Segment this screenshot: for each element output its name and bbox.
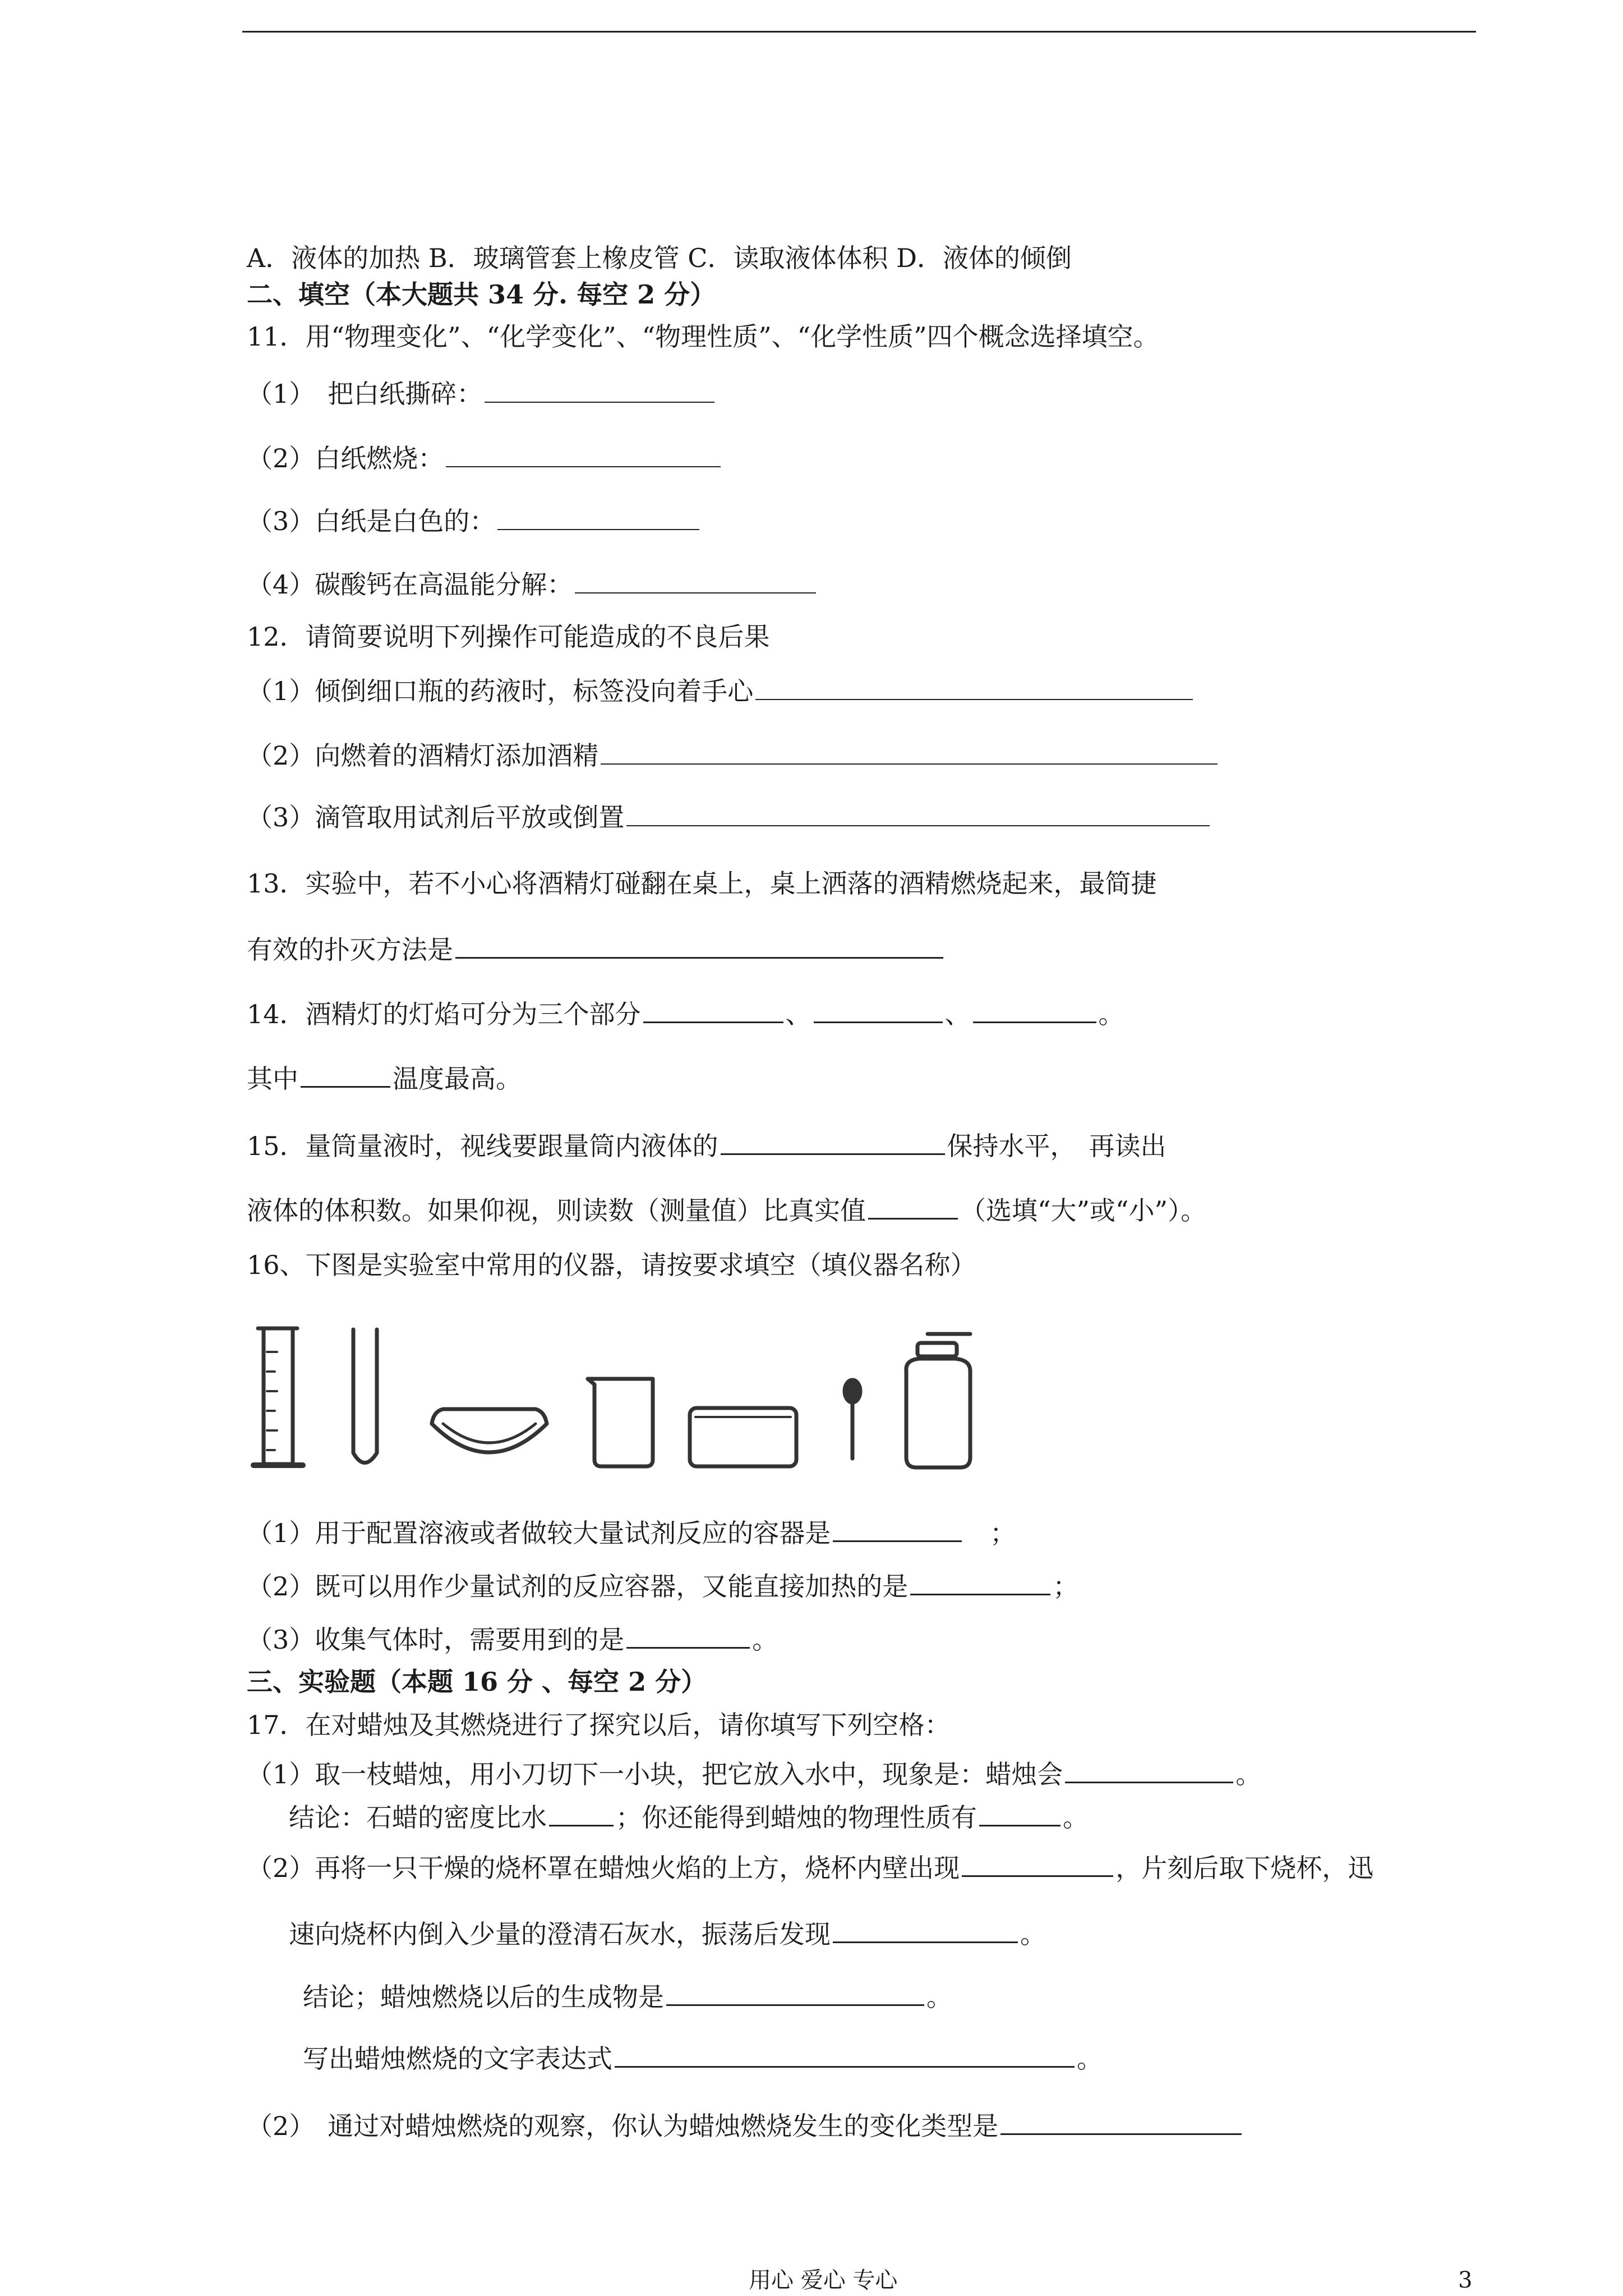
gas-collecting-bottle-icon: [906, 1334, 970, 1467]
section2-heading: 二、填空（本大题共 34 分. 每空 2 分）: [247, 279, 716, 310]
q12-stem: 12．请简要说明下列操作可能造成的不良后果: [247, 622, 770, 652]
q17-part3-text: （2） 通过对蜡烛燃烧的观察，你认为蜡烛燃烧发生的变化类型是: [247, 2111, 999, 2141]
q12-item-1: [247, 673, 1195, 708]
q14-line2-suffix: 温度最高。: [393, 1064, 522, 1094]
trough-icon: [690, 1408, 796, 1466]
q11-item-4: [247, 567, 818, 601]
answer-blank-12-3[interactable]: [626, 799, 1210, 826]
answer-blank-17-3[interactable]: [979, 1799, 1061, 1826]
test-tube-icon: [353, 1329, 377, 1463]
answer-blank-14-1[interactable]: [643, 996, 783, 1023]
q14-sep1: 、: [785, 999, 811, 1029]
q15-line2-suffix: （选填“大”或“小”）。: [960, 1195, 1207, 1226]
answer-blank-12-2[interactable]: [601, 738, 1218, 765]
q11-item-3: [247, 503, 702, 538]
q17-part2-text: （2）再将一只干燥的烧杯罩在蜡烛火焰的上方，烧杯内壁出现: [247, 1853, 960, 1883]
q11-stem: 11．用“物理变化”、“化学变化”、“物理性质”、“化学性质”四个概念选择填空。: [247, 321, 1159, 352]
q14-line2: [247, 1060, 522, 1096]
q16-item-3: [247, 1621, 778, 1657]
q11-item-1: [247, 376, 717, 411]
q12-item-2-text: （2）向燃着的酒精灯添加酒精: [247, 740, 599, 771]
q16-item-2-text: （2）既可以用作少量试剂的反应容器，又能直接加热的是: [247, 1571, 909, 1602]
footer-motto: 用心 爱心 专心: [749, 2267, 898, 2293]
q15-line1: [247, 1128, 1166, 1163]
q16-stem: 16、下图是实验室中常用的仪器，请按要求填空（填仪器名称）: [247, 1250, 976, 1280]
q17-conclusion2-text: 结论；蜡烛燃烧以后的生成物是: [303, 1982, 664, 2012]
answer-blank-13[interactable]: [455, 931, 943, 959]
answer-blank-17-4[interactable]: [962, 1849, 1113, 1877]
lab-instruments-figure: [247, 1313, 1054, 1492]
q17-part1-text: （1）取一枝蜡烛，用小刀切下一小块，把它放入水中，现象是：蜡烛会: [247, 1759, 1063, 1789]
q16-item-2: [247, 1568, 1078, 1603]
q11-item-4-text: （4）碳酸钙在高温能分解：: [247, 569, 573, 600]
answer-blank-17-8[interactable]: [1000, 2108, 1242, 2135]
q17-part2-cont: [289, 1916, 1046, 1951]
q16-item-1: [247, 1515, 1016, 1550]
beaker-icon: [588, 1379, 653, 1466]
q17-part1: [247, 1756, 1261, 1791]
answer-blank-16-2[interactable]: [910, 1568, 1050, 1595]
header-rule: [242, 31, 1476, 33]
q12-item-1-text: （1）倾倒细口瓶的药液时，标签没向着手心: [247, 676, 754, 706]
q14-end: 。: [1098, 999, 1124, 1029]
q12-item-2: [247, 738, 1220, 772]
page-number: 3: [1458, 2267, 1473, 2293]
q17-part3: [247, 2108, 1244, 2143]
q10-options: A．液体的加热 B．玻璃管套上橡皮管 C．读取液体体积 D．液体的倾倒: [247, 243, 1072, 273]
q16-item-2-suffix: ；: [1053, 1571, 1079, 1602]
answer-blank-14-3[interactable]: [973, 996, 1096, 1023]
answer-blank-16-1[interactable]: [833, 1515, 962, 1542]
answer-blank-17-1[interactable]: [1065, 1756, 1233, 1783]
q13-line1: 13．实验中，若不小心将酒精灯碰翻在桌上，桌上洒落的酒精燃烧起来，最简捷: [247, 868, 1157, 899]
graduated-cylinder-icon: [253, 1328, 303, 1465]
q17-word-equation: [303, 2040, 1103, 2076]
answer-blank-17-5[interactable]: [833, 1916, 1018, 1943]
q15-line1-suffix: 保持水平， 再读出: [947, 1131, 1166, 1161]
q14-sep2: 、: [944, 999, 971, 1029]
q16-item-1-text: （1）用于配置溶液或者做较大量试剂反应的容器是: [247, 1518, 831, 1548]
q11-item-2: [247, 440, 723, 475]
answer-blank-11-4[interactable]: [575, 567, 816, 593]
q17-conclusion1-text: 结论：石蜡的密度比水: [289, 1802, 547, 1833]
answer-blank-11-1[interactable]: [485, 376, 714, 403]
answer-blank-15-1[interactable]: [721, 1128, 945, 1155]
q11-item-2-text: （2）白纸燃烧：: [247, 443, 444, 473]
answer-blank-16-3[interactable]: [626, 1621, 750, 1649]
q17-part2-cont-suffix: 。: [1020, 1919, 1046, 1949]
q12-item-3-text: （3）滴管取用试剂后平放或倒置: [247, 802, 625, 832]
answer-blank-14-4[interactable]: [301, 1060, 390, 1088]
q16-item-1-suffix: ；: [964, 1518, 1016, 1548]
q16-item-3-suffix: 。: [752, 1625, 778, 1655]
q14-line2-prefix: 其中: [247, 1064, 298, 1094]
q17-part2-suffix: ，片刻后取下烧杯，迅: [1115, 1853, 1374, 1883]
q13-line2-text: 有效的扑灭方法是: [247, 935, 453, 965]
q13-line2: [247, 931, 946, 967]
q16-item-3-text: （3）收集气体时，需要用到的是: [247, 1625, 625, 1655]
q17-stem: 17．在对蜡烛及其燃烧进行了探究以后，请你填写下列空格：: [247, 1710, 951, 1740]
q12-item-3: [247, 799, 1212, 834]
q17-part1-suffix: 。: [1235, 1759, 1262, 1789]
dropper-icon: [845, 1380, 860, 1458]
answer-blank-11-3[interactable]: [497, 503, 699, 530]
answer-blank-14-2[interactable]: [814, 996, 943, 1023]
answer-blank-15-2[interactable]: [868, 1192, 958, 1220]
q17-conclusion1-suffix: 。: [1063, 1802, 1089, 1833]
q17-conclusion1-mid: ；你还能得到蜡烛的物理性质有: [616, 1802, 977, 1833]
q15-line2-prefix: 液体的体积数。如果仰视，则读数（测量值）比真实值: [247, 1195, 866, 1226]
q17-conclusion1: [289, 1799, 1089, 1834]
section3-heading: 三、实验题（本题 16 分 、每空 2 分）: [247, 1667, 707, 1697]
q17-part2-cont-text: 速向烧杯内倒入少量的澄清石灰水，振荡后发现: [289, 1919, 831, 1949]
q11-item-1-text: （1） 把白纸撕碎：: [247, 379, 483, 409]
q15-line1-prefix: 15．量筒量液时，视线要跟量筒内液体的: [247, 1131, 718, 1161]
q14-line1: [247, 996, 1124, 1031]
evaporating-dish-icon: [432, 1409, 547, 1452]
q17-word-equation-text: 写出蜡烛燃烧的文字表达式: [303, 2044, 612, 2074]
q17-part2: [247, 1849, 1373, 1885]
answer-blank-12-1[interactable]: [755, 673, 1193, 700]
q14-line1-text: 14．酒精灯的灯焰可分为三个部分: [247, 999, 641, 1029]
answer-blank-17-6[interactable]: [666, 1978, 924, 2006]
answer-blank-17-7[interactable]: [615, 2040, 1075, 2068]
q17-conclusion2: [303, 1978, 952, 2014]
q11-item-3-text: （3）白纸是白色的：: [247, 506, 496, 536]
answer-blank-11-2[interactable]: [446, 440, 721, 467]
q15-line2: [247, 1192, 1206, 1227]
q17-word-equation-suffix: 。: [1077, 2044, 1103, 2074]
q17-conclusion2-suffix: 。: [926, 1982, 952, 2012]
answer-blank-17-2[interactable]: [549, 1799, 614, 1826]
